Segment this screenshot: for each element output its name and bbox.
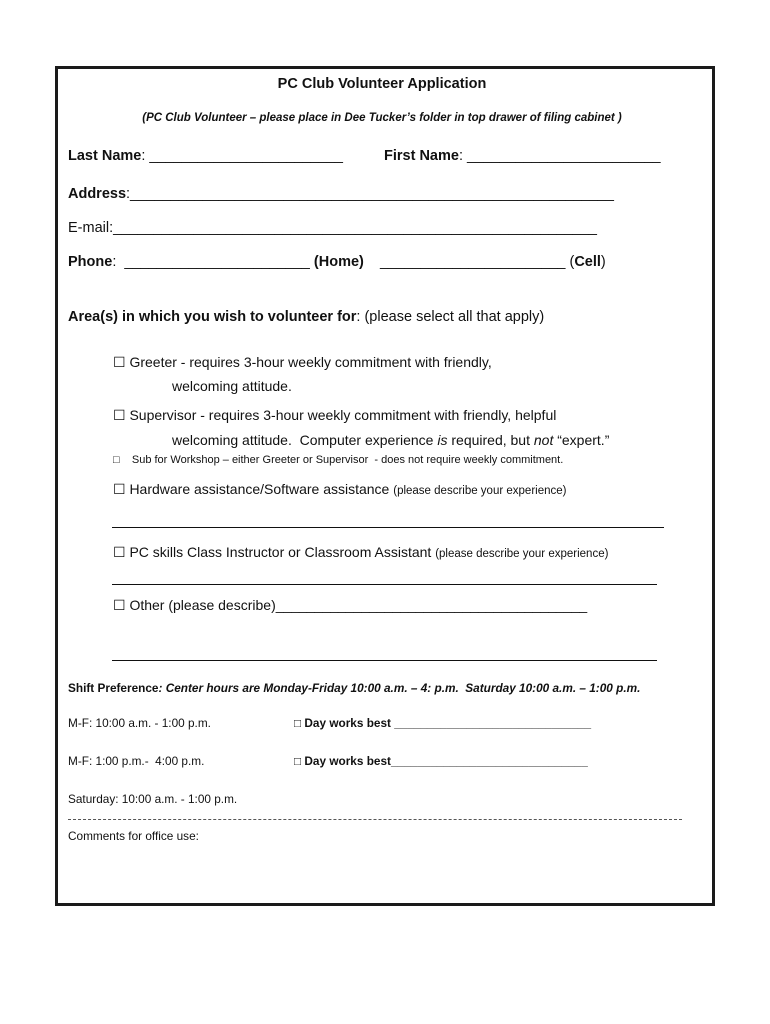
name-row [68,148,343,165]
hardware-hint: (please describe your experience) [393,485,567,497]
supervisor-description [172,432,609,448]
supervisor-text-is: is [437,432,448,448]
greeter-description: welcoming attitude. [172,378,292,394]
form-title: PC Club Volunteer Application [277,76,487,92]
areas-label: Area(s) in which you wish to volunteer for [68,309,357,325]
other-checkbox[interactable]: ☐ Other (please describe)________________________________________ [113,597,588,613]
last-name-label: Last Name [68,148,142,164]
shift-1-time: M-F: 10:00 a.m. - 1:00 p.m. [68,716,211,730]
divider [68,819,682,820]
sub-workshop-checkbox[interactable]: □ Sub for Workshop – either Greeter or Supervisor - does not require weekly commitment. [113,454,564,466]
comments-label: Comments for office use: [68,829,199,843]
home-label: (Home) [313,254,364,270]
shift-3-time: Saturday: 10:00 a.m. - 1:00 p.m. [68,792,238,806]
areas-heading [68,309,544,326]
greeter-checkbox[interactable]: ☐ Greeter - requires 3-hour weekly commitment with friendly, [113,354,492,370]
hardware-description-line[interactable] [112,527,664,528]
supervisor-text-c: required, but [447,432,534,448]
first-name-row [384,148,661,165]
home-phone-field[interactable]: : _______________________ [112,254,314,270]
first-name-label: First Name [384,148,459,164]
pc-skills-description-line[interactable] [112,584,657,585]
pc-skills-checkbox[interactable] [113,544,608,561]
form-subtitle: (PC Club Volunteer – please place in Dee Tucker’s folder in top drawer of filing cabinet ) [142,112,622,124]
shift-1-days-field[interactable]: □ Day works best ______________________________ [294,716,592,730]
supervisor-text-a: welcoming attitude. Computer experience [172,432,438,448]
address-row [68,186,614,203]
pc-skills-label: ☐ PC skills Class Instructor or Classroom Assistant [113,544,436,560]
hardware-checkbox[interactable] [113,481,566,498]
address-field[interactable]: :____________________________________________________________ [126,186,614,202]
supervisor-checkbox[interactable]: ☐ Supervisor - requires 3-hour weekly commitment with friendly, helpful [113,407,557,423]
shift-hours: : Center hours are Monday-Friday 10:00 a.m. – 4: p.m. Saturday 10:00 a.m. – 1:00 p.m. [158,681,641,695]
shift-2-time: M-F: 1:00 p.m.- 4:00 p.m. [68,754,205,768]
supervisor-text-e: “expert.” [553,432,610,448]
last-name-field[interactable]: : ________________________ [141,148,343,164]
other-description-line[interactable] [112,660,657,661]
email-field[interactable]: E-mail:____________________________________________________________ [68,220,597,236]
first-name-field[interactable]: : ________________________ [458,148,661,164]
phone-row [68,254,606,271]
areas-hint: : (please select all that apply) [356,309,545,325]
shift-2-days-field[interactable]: □ Day works best______________________________ [294,754,588,768]
supervisor-text-not: not [533,432,554,448]
cell-label: Cell [574,254,601,270]
address-label: Address [68,186,127,202]
phone-label: Phone [68,254,113,270]
cell-close-paren: ) [600,254,606,270]
hardware-label: ☐ Hardware assistance/Software assistance [113,481,394,497]
cell-phone-field[interactable]: _______________________ ( [363,254,575,270]
shift-label: Shift Preference [68,681,159,695]
pc-skills-hint: (please describe your experience) [435,548,609,560]
shift-preference [68,682,640,696]
